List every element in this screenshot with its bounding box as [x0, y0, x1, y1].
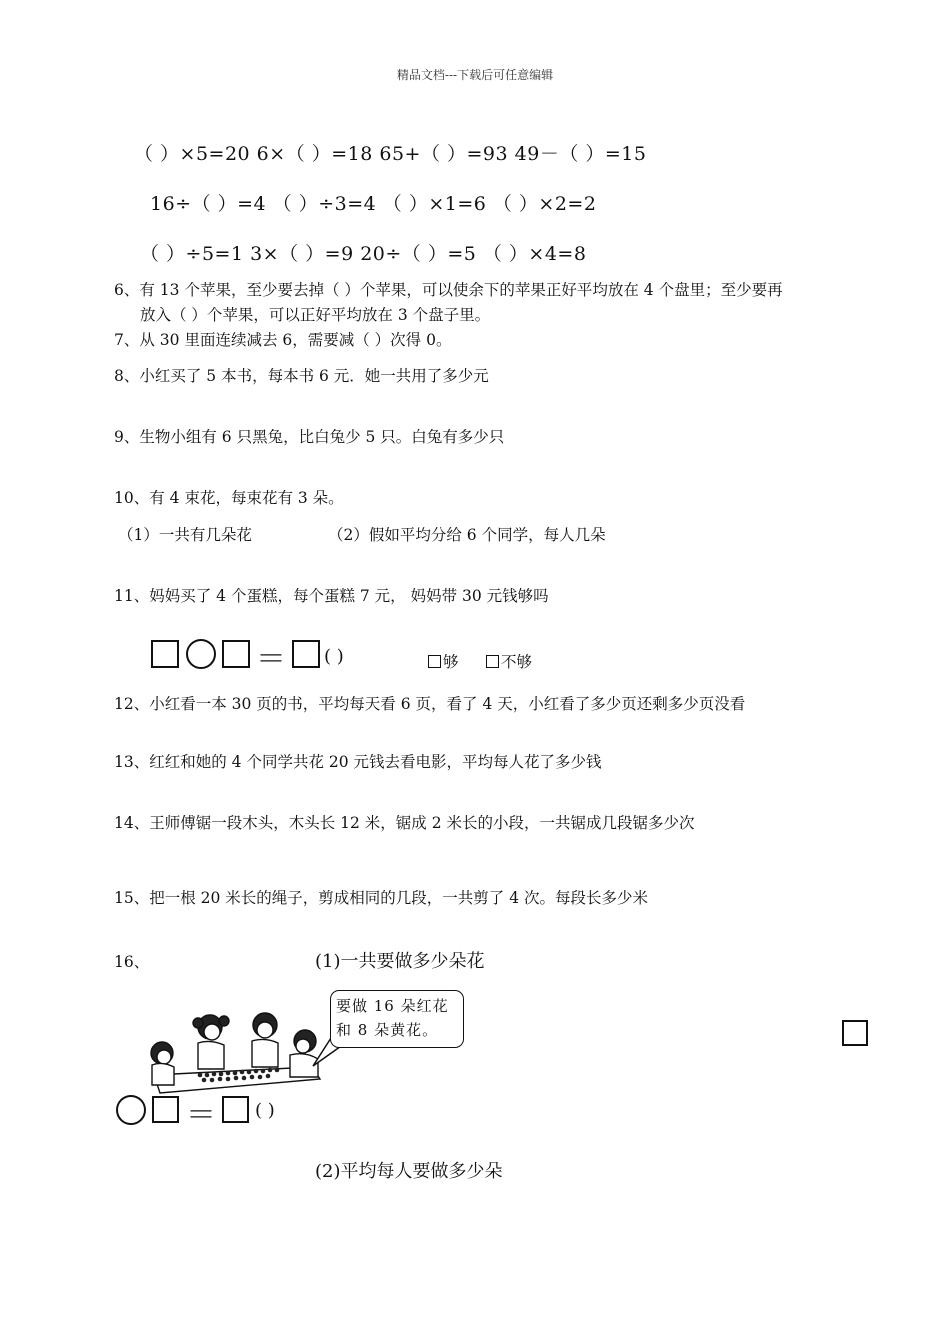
operator-circle[interactable]	[186, 639, 216, 669]
children-making-flowers-illustration	[140, 1005, 335, 1100]
answer-box[interactable]	[152, 1096, 179, 1123]
question-10-part-2: （2）假如平均分给 6 个同学，每人几朵	[328, 526, 606, 544]
question-9: 9、生物小组有 6 只黑兔，比白兔少 5 只。白兔有多少只	[114, 428, 505, 446]
answer-box[interactable]	[151, 640, 179, 668]
checkbox-icon[interactable]	[486, 655, 499, 668]
question-16-part-2: (2)平均每人要做多少朵	[315, 1161, 503, 1182]
question-7: 7、从 30 里面连续减去 6，需要减（ ）次得 0。	[114, 331, 452, 349]
question-15: 15、把一根 20 米长的绳子，剪成相同的几段，一共剪了 4 次。每段长多少米	[114, 889, 649, 907]
speech-bubble-text	[336, 994, 449, 1042]
equals-sign: ＝	[256, 642, 286, 677]
question-6-line-2: 放入（ ）个苹果，可以正好平均放在 3 个盘子里。	[140, 306, 491, 324]
operator-circle[interactable]	[116, 1095, 146, 1125]
question-13: 13、红红和她的 4 个同学共花 20 元钱去看电影，平均每人花了多少钱	[114, 753, 602, 771]
question-16-part-1: (1)一共要做多少朵花	[315, 951, 485, 972]
question-12: 12、小红看一本 30 页的书，平均每天看 6 页，看了 4 天，小红看了多少页还剩多少页没看	[114, 695, 746, 713]
page-header: 精品文档---下载后可任意编辑	[396, 68, 554, 82]
question-16-number: 16、	[114, 953, 150, 971]
answer-box[interactable]	[222, 640, 250, 668]
checkbox-icon[interactable]	[428, 655, 441, 668]
equation-row-3: （ ）÷5=1 3×（ ）=9 20÷（ ）=5 （ ）×4=8	[140, 243, 587, 265]
answer-box[interactable]	[842, 1020, 868, 1046]
bubble-line-1: 要做 16 朵红花	[336, 997, 449, 1015]
result-box[interactable]	[222, 1096, 249, 1123]
question-11: 11、妈妈买了 4 个蛋糕，每个蛋糕 7 元， 妈妈带 30 元钱够吗	[114, 587, 549, 605]
option-enough[interactable]: 够	[428, 650, 459, 672]
unit-paren: ( )	[324, 646, 344, 667]
question-8: 8、小红买了 5 本书，每本书 6 元．她一共用了多少元	[114, 367, 489, 385]
result-box[interactable]	[292, 640, 320, 668]
option-not-enough[interactable]: 不够	[486, 650, 532, 672]
question-6-line-1: 6、有 13 个苹果，至少要去掉（ ）个苹果，可以使余下的苹果正好平均放在 4 个盘里；至少要再	[114, 281, 783, 299]
question-10: 10、有 4 束花，每束花有 3 朵。	[114, 489, 344, 507]
bubble-line-2: 和 8 朵黄花。	[336, 1021, 439, 1039]
equation-row-2: 16÷（ ）=4 （ ）÷3=4 （ ）×1=6 （ ）×2=2	[150, 193, 597, 215]
unit-paren: ( )	[255, 1100, 275, 1121]
equation-row-1: （ ）×5=20 6×（ ）=18 65+（ ）=93 49－（ ）=15	[134, 143, 647, 165]
equals-sign: ＝	[186, 1098, 216, 1133]
question-10-part-1: （1）一共有几朵花	[118, 526, 252, 544]
question-14: 14、王师傅锯一段木头，木头长 12 米，锯成 2 米长的小段，一共锯成几段锯多少次	[114, 814, 695, 832]
